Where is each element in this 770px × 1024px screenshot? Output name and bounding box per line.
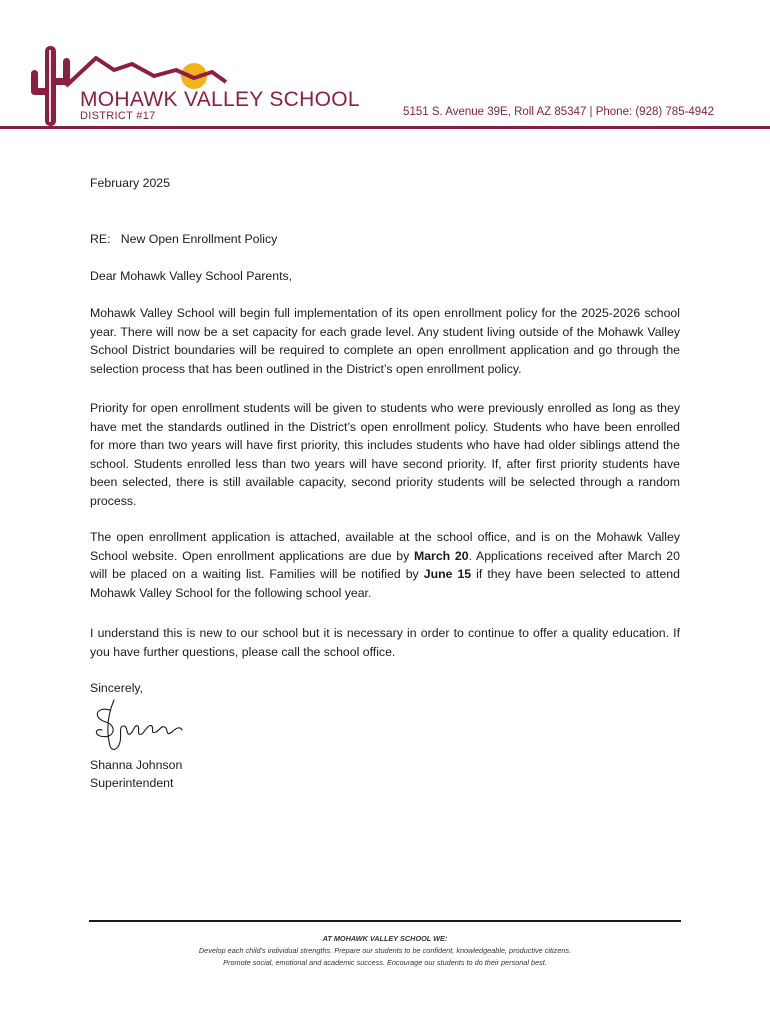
school-address: 5151 S. Avenue 39E, Roll AZ 85347 | Phone: (928) 785-4942	[403, 106, 714, 118]
signer-name: Shanna Johnson	[90, 758, 183, 772]
paragraph-3-part-2: . Applications received after March 20 will be placed on a waiting list. Families will be notified by	[90, 548, 680, 581]
footer-divider	[89, 920, 681, 922]
school-logo	[26, 40, 356, 130]
letter-date: February 2025	[90, 176, 170, 190]
cactus-ribs	[49, 50, 51, 122]
paragraph-1: Mohawk Valley School will begin full implementation of its open enrollment policy for the 2025-2026 school year. There will now be a set capacity for each grade level. Any student living outside of the Mohawk Valley School District boundaries will be required to complete an open enrollment application and go through the selection process that has been outlined in the District’s open enrollment policy.	[90, 306, 680, 376]
paragraph-3-part-1: The open enrollment application is attached, available at the school office, and is on the Mohawk Valley School website. Open enrollment applications are due by	[90, 530, 680, 563]
footer-mission-line-1: Develop each child’s individual strengths. Prepare our students to be confident, knowledgeable, productive citizens.	[198, 946, 572, 955]
header-divider	[0, 126, 770, 129]
paragraph-3-part-3: if they have been selected to attend Mohawk Valley School for the following school year.	[90, 567, 680, 600]
paragraph-2: Priority for open enrollment students will be given to students who were previously enrolled as long as they have met the standards outlined in the District’s open enrollment policy. Students who have been enrolled for more than two years will have first priority, this includes students who have had older siblings attend the school. Students enrolled less than two years will have second priority. If, after first priority students have been selected, there is still available capacity, second priority students will be selected through a random process.	[90, 401, 680, 508]
school-name: MOHAWK VALLEY SCHOOL	[80, 88, 360, 111]
district-label: DISTRICT #17	[80, 110, 156, 122]
re-subject: New Open Enrollment Policy	[120, 232, 278, 246]
notification-date: June 15	[423, 567, 472, 581]
footer-mission-line-2: Promote social, emotional and academic success. Encourage our students to do their personal best.	[223, 958, 547, 967]
re-label: RE:	[90, 232, 111, 246]
deadline-date: March 20	[413, 548, 469, 563]
paragraph-3	[90, 528, 680, 602]
footer-heading: AT MOHAWK VALLEY SCHOOL WE:	[322, 934, 448, 943]
paragraph-4: I understand this is new to our school but it is necessary in order to continue to offer a quality education. If you have further questions, please call the school office.	[90, 626, 680, 659]
signer-title: Superintendent	[90, 776, 174, 790]
letter-salutation: Dear Mohawk Valley School Parents,	[90, 269, 293, 283]
letter-subject-line	[90, 230, 680, 249]
handwritten-signature	[88, 696, 188, 754]
letter-closing: Sincerely,	[90, 681, 144, 695]
